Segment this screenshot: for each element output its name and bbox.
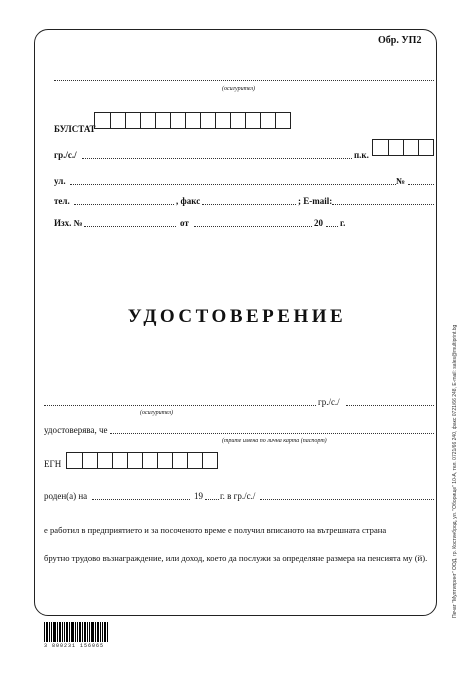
- year-field[interactable]: [326, 226, 338, 227]
- city-label-2: гр./с./: [318, 397, 340, 407]
- bulstat-boxes[interactable]: [94, 112, 291, 129]
- date-field[interactable]: [194, 226, 312, 227]
- names-caption: (трите имена по лична карта (паспорт): [222, 438, 327, 444]
- street-field[interactable]: [70, 184, 396, 185]
- egn-label: ЕГН: [44, 459, 62, 469]
- statement-line-2: брутно трудово възнаграждение, или доход, което да послужи за определяне размера на пенсията му (й).: [44, 553, 428, 563]
- phone-field[interactable]: [74, 204, 174, 205]
- outgoing-number-field[interactable]: [84, 226, 176, 227]
- fax-label: , факс: [176, 196, 201, 206]
- birth-year-field[interactable]: [205, 499, 219, 500]
- printer-info: Печат "Мултипринт" ООД, гр. Костинброд, ул. "Оборище" 10-А, тел. 0721/66 240, факс 0721/66 248, E-mail: sales@multiprint.bg: [452, 324, 458, 618]
- outgoing-label: Изх. №: [54, 218, 83, 228]
- email-label: ; E-mail:: [298, 196, 333, 206]
- birth-city-field[interactable]: [260, 499, 434, 500]
- statement-line-1: е работил в предприятието и за посоченото време е получил вписаното на вътрешната страна: [44, 525, 387, 535]
- fax-field[interactable]: [202, 204, 296, 205]
- form-code: Обр. УП2: [378, 35, 422, 46]
- email-field[interactable]: [332, 204, 434, 205]
- insurer-name-field-2[interactable]: [44, 405, 316, 406]
- insurer-caption: (осигурител): [222, 86, 256, 92]
- number-label: №: [396, 176, 406, 186]
- insurer-caption-2: (осигурител): [140, 410, 174, 416]
- city-label: гр./с./: [54, 150, 77, 160]
- born-city-label: г. в гр./с./: [220, 491, 256, 501]
- postcode-label: п.к.: [354, 150, 369, 160]
- city-field-2[interactable]: [346, 405, 434, 406]
- barcode: [44, 622, 122, 642]
- date-from-label: от: [180, 218, 189, 228]
- birth-date-field[interactable]: [92, 499, 190, 500]
- year-suffix: г.: [340, 218, 346, 228]
- full-name-field[interactable]: [110, 433, 434, 434]
- street-label: ул.: [54, 176, 66, 186]
- certifies-label: удостоверява, че: [44, 425, 108, 435]
- barcode-number: 3 800231 156065: [44, 643, 105, 649]
- bulstat-label: БУЛСТАТ: [54, 124, 96, 134]
- born-label: роден(а) на: [44, 491, 88, 501]
- insurer-name-field[interactable]: [54, 80, 434, 81]
- phone-label: тел.: [54, 196, 70, 206]
- city-field[interactable]: [82, 158, 352, 159]
- postcode-boxes[interactable]: [372, 139, 434, 156]
- born-year-prefix: 19: [194, 491, 203, 501]
- page-title: УДОСТОВЕРЕНИЕ: [127, 306, 347, 327]
- number-field[interactable]: [408, 184, 434, 185]
- egn-boxes[interactable]: [66, 452, 218, 469]
- year-prefix: 20: [314, 218, 323, 228]
